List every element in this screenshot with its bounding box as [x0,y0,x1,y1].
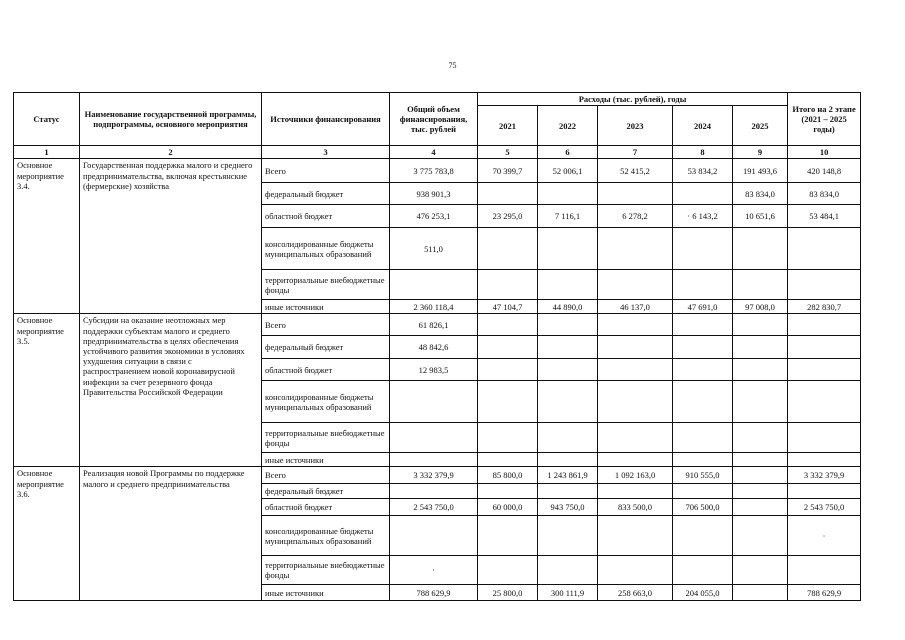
amount-y2021 [478,336,538,359]
amount-y2022: 300 111,9 [538,585,598,601]
amount-y2022 [538,423,598,453]
amount-y2025 [733,270,788,300]
amount-total: 3 775 783,8 [390,159,478,183]
funding-source: территориальные внебюджетные фонды [262,270,390,300]
amount-y2021 [478,183,538,205]
amount-y2024: · 6 143,2 [673,205,733,228]
amount-y2023: 833 500,0 [598,499,673,516]
amount-y2021 [478,423,538,453]
amount-y2021 [478,453,538,467]
amount-y2023 [598,336,673,359]
column-number: 1 [14,146,80,159]
header-name: Наименование государственной программы, подпрограммы, основного мероприятия [80,93,262,146]
amount-y2023 [598,228,673,270]
amount-total: 3 332 379,9 [390,467,478,484]
amount-total: 61 826,1 [390,314,478,336]
amount-total [390,516,478,556]
amount-stage: 788 629,9 [788,585,861,601]
page-number: 75 [448,61,457,70]
header-status: Статус [14,93,80,146]
funding-source: Всего [262,159,390,183]
amount-y2021 [478,516,538,556]
amount-y2025 [733,359,788,381]
amount-y2021 [478,484,538,499]
amount-y2022: 7 116,1 [538,205,598,228]
amount-y2023 [598,453,673,467]
amount-y2025 [733,499,788,516]
amount-y2023: 6 278,2 [598,205,673,228]
amount-y2025 [733,336,788,359]
header-year: 2022 [538,106,598,146]
amount-y2021 [478,270,538,300]
amount-y2024: 706 500,0 [673,499,733,516]
amount-y2022 [538,314,598,336]
amount-y2024 [673,183,733,205]
amount-y2024 [673,359,733,381]
measure-name: Государственная поддержка малого и среднего предпринимательства, включая крестьянские (фермерские) хозяйства [80,159,262,314]
amount-y2021 [478,359,538,381]
measure-name: Реализация новой Программы по поддержке малого и среднего предпринимательства [80,467,262,601]
measure-status: Основное мероприятие 3.4. [14,159,80,314]
funding-source: иные источники [262,300,390,314]
column-number: 7 [598,146,673,159]
amount-total [390,270,478,300]
amount-total [390,381,478,423]
amount-stage: 420 148,8 [788,159,861,183]
amount-y2021 [478,228,538,270]
amount-y2022 [538,453,598,467]
column-number: 4 [390,146,478,159]
amount-total: 476 253,1 [390,205,478,228]
amount-y2024 [673,423,733,453]
funding-source: федеральный бюджет [262,183,390,205]
measure-status: Основное мероприятие 3.5. [14,314,80,467]
amount-y2023: 46 137,0 [598,300,673,314]
column-number: 9 [733,146,788,159]
amount-y2024: 204 055,0 [673,585,733,601]
amount-y2022: 943 750,0 [538,499,598,516]
amount-total: 12 983,5 [390,359,478,381]
funding-source: Всего [262,314,390,336]
amount-stage [788,381,861,423]
amount-y2022: 1 243 861,9 [538,467,598,484]
column-number: 5 [478,146,538,159]
amount-y2023: 52 415,2 [598,159,673,183]
amount-y2023 [598,381,673,423]
amount-y2025 [733,228,788,270]
amount-y2025 [733,453,788,467]
amount-y2024 [673,556,733,585]
amount-y2025: 97 008,0 [733,300,788,314]
amount-total: · [390,556,478,585]
funding-source: областной бюджет [262,359,390,381]
amount-y2025 [733,585,788,601]
table-row [14,314,861,336]
amount-y2023 [598,516,673,556]
amount-total [390,423,478,453]
header-total: Общий объем финансирования, тыс. рублей [390,93,478,146]
measure-name: Субсидии на оказание неотложных мер поддержки субъектам малого и среднего предпринимательства в целях обеспечения устойчивого развития экономики в условиях ухудшения ситуации в связи с распространением новой коронавирусной инфекции за счет резервного фонда Правительства Российской Федерации [80,314,262,467]
header-stage-total: Итого на 2 этапе (2021 – 2025 годы) [788,93,861,146]
amount-y2025: 191 493,6 [733,159,788,183]
amount-y2021: 85 800,0 [478,467,538,484]
header-year: 2023 [598,106,673,146]
funding-source: федеральный бюджет [262,336,390,359]
funding-source: консолидированные бюджеты муниципальных образований [262,381,390,423]
amount-y2024 [673,228,733,270]
measure-status: Основное мероприятие 3.6. [14,467,80,601]
amount-y2022: 44 890,0 [538,300,598,314]
table-row [14,159,861,183]
amount-y2024: 910 555,0 [673,467,733,484]
amount-y2025: 10 651,6 [733,205,788,228]
header-sources: Источники финансирования [262,93,390,146]
amount-y2023 [598,484,673,499]
amount-stage [788,453,861,467]
amount-y2025 [733,484,788,499]
amount-y2024 [673,336,733,359]
column-number: 6 [538,146,598,159]
amount-y2024 [673,484,733,499]
amount-stage [788,228,861,270]
table-row [14,467,861,484]
amount-y2025: 83 834,0 [733,183,788,205]
header-year: 2021 [478,106,538,146]
amount-y2023 [598,556,673,585]
amount-stage: 3 332 379,9 [788,467,861,484]
amount-y2022 [538,484,598,499]
amount-y2023: 258 663,0 [598,585,673,601]
amount-y2023 [598,423,673,453]
amount-stage [788,270,861,300]
amount-y2022 [538,359,598,381]
amount-y2021: 47 104,7 [478,300,538,314]
amount-y2024: 53 834,2 [673,159,733,183]
amount-y2022 [538,516,598,556]
amount-stage [788,423,861,453]
amount-y2025 [733,516,788,556]
amount-stage: 53 484,1 [788,205,861,228]
amount-total: 48 842,6 [390,336,478,359]
financing-table [13,92,861,601]
amount-y2024 [673,516,733,556]
amount-y2022 [538,228,598,270]
amount-total: 788 629,9 [390,585,478,601]
amount-y2024: 47 691,0 [673,300,733,314]
amount-y2023 [598,359,673,381]
amount-stage [788,314,861,336]
header-year: 2025 [733,106,788,146]
funding-source: областной бюджет [262,499,390,516]
amount-y2025 [733,467,788,484]
funding-source: областной бюджет [262,205,390,228]
funding-source: федеральный бюджет [262,484,390,499]
amount-y2024 [673,314,733,336]
funding-source: Всего [262,467,390,484]
column-number: 2 [80,146,262,159]
column-number: 8 [673,146,733,159]
amount-stage: · [788,516,861,556]
amount-y2025 [733,381,788,423]
amount-y2021 [478,556,538,585]
column-number: 3 [262,146,390,159]
amount-stage [788,484,861,499]
amount-y2021 [478,314,538,336]
amount-y2022: 52 006,1 [538,159,598,183]
amount-y2023 [598,314,673,336]
amount-y2024 [673,453,733,467]
amount-y2021 [478,381,538,423]
funding-source: консолидированные бюджеты муниципальных образований [262,516,390,556]
amount-y2022 [538,270,598,300]
amount-total: 2 360 118,4 [390,300,478,314]
amount-y2024 [673,270,733,300]
column-number: 10 [788,146,861,159]
header-year: 2024 [673,106,733,146]
amount-stage: 83 834,0 [788,183,861,205]
amount-y2025 [733,423,788,453]
amount-y2023 [598,270,673,300]
amount-y2023 [598,183,673,205]
amount-total: 2 543 750,0 [390,499,478,516]
funding-source: иные источники [262,585,390,601]
funding-source: иные источники [262,453,390,467]
amount-total [390,484,478,499]
amount-stage [788,556,861,585]
amount-y2025 [733,314,788,336]
amount-y2021: 70 399,7 [478,159,538,183]
funding-source: консолидированные бюджеты муниципальных образований [262,228,390,270]
amount-y2022 [538,556,598,585]
amount-y2021: 25 800,0 [478,585,538,601]
amount-y2024 [673,381,733,423]
amount-stage [788,336,861,359]
amount-y2021: 23 295,0 [478,205,538,228]
amount-total: 511,0 [390,228,478,270]
amount-stage [788,359,861,381]
funding-source: территориальные внебюджетные фонды [262,423,390,453]
amount-y2022 [538,381,598,423]
amount-y2022 [538,183,598,205]
header-expenses: Расходы (тыс. рублей), годы [478,93,788,106]
amount-y2023: 1 092 163,0 [598,467,673,484]
column-number-row [14,146,861,159]
amount-total: 938 901,3 [390,183,478,205]
amount-total [390,453,478,467]
amount-stage: 282 830,7 [788,300,861,314]
funding-source: территориальные внебюджетные фонды [262,556,390,585]
amount-y2021: 60 000,0 [478,499,538,516]
amount-y2025 [733,556,788,585]
amount-stage: 2 543 750,0 [788,499,861,516]
amount-y2022 [538,336,598,359]
